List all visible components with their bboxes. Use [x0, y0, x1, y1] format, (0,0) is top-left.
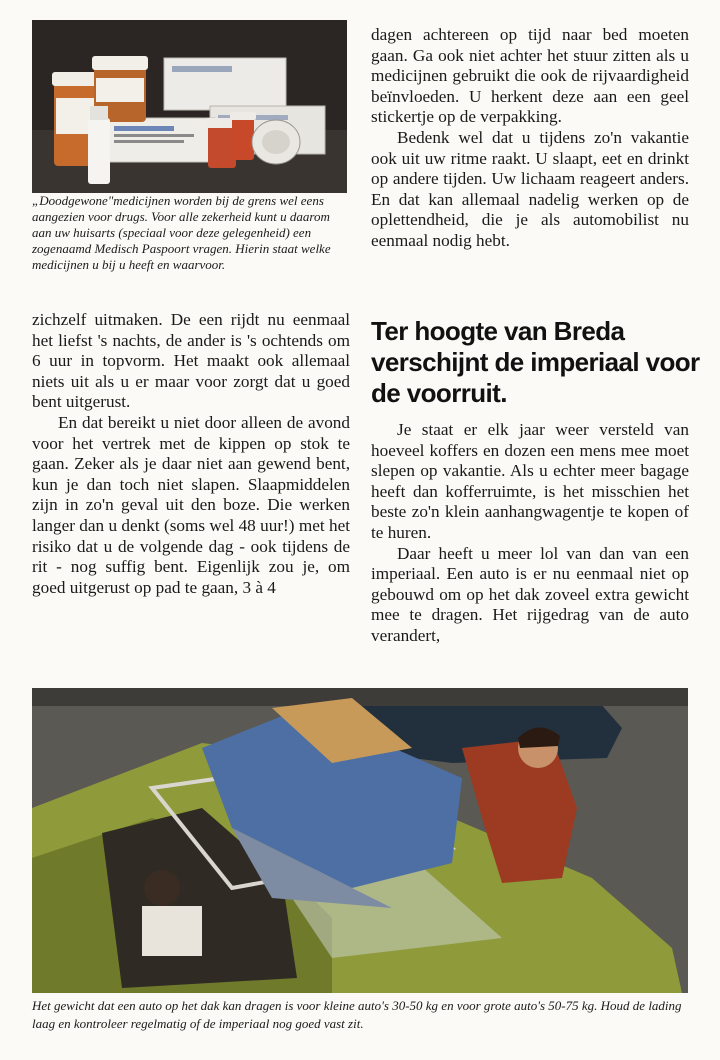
right-paragraph-2: Bedenk wel dat u tijdens zo'n vakantie ook uit uw ritme raakt. U slaapt, eet en drinkt op andere tijden. Uw lichaam reageert anders. En dat kan allemaal nadelig werken op de oplettendheid, die je als automobilist nu eenmaal nodig hebt. — [371, 127, 689, 250]
right-paragraph-1: dagen achtereen op tijd naar bed moeten gaan. Ga ook niet achter het stuur zitten als u medicijnen gebruikt die ook de rijvaardigheid beïnvloeden. U herkent deze aan een geel stickertje op de verpakking. — [371, 25, 689, 127]
right-column-bottom — [371, 420, 689, 647]
right-paragraph-4: Daar heeft u meer lol van dan van een imperiaal. Een auto is er nu eenmaal niet op gebouwd om op het dak zoveel extra gewicht mee te dragen. Het rijgedrag van de auto verandert, — [371, 543, 689, 645]
right-column-top — [371, 25, 689, 252]
section-headline: Ter hoogte van Breda verschijnt de imperiaal voor de voorruit. — [371, 316, 700, 408]
medicines-caption: „Doodgewone"medicijnen worden bij de grens wel eens aangezien voor drugs. Voor alle zekerheid kunt u daarom aan uw huisarts (speciaal voor deze gelegenheid) een zogenaamd Medisch Paspoort vragen. Hierin staat welke medicijnen u bij u heeft en waarvoor. — [32, 193, 331, 272]
left-column — [32, 310, 350, 598]
car-illustration — [32, 688, 688, 993]
left-paragraph-2: En dat bereikt u niet door alleen de avond voor het vertrek met de kippen op stok te gaan. Zeker als je daar niet aan gewend bent, kun je dan toch niet slapen. Slaapmiddelen zijn in zo'n geval uit den boze. Die werken langer dan u denkt (soms wel 48 uur!) met het risiko dat u de volgende dag - ook tijdens de rit - nog suffig bent. Eigenlijk zou je, om goed uitgerust op pad te gaan, 3 à 4 — [32, 412, 350, 597]
left-paragraph-1: zichzelf uitmaken. De een rijdt nu eenmaal het liefst 's nachts, de ander is 's ochtends om 6 uur in topvorm. Het maakt ook allemaal niets uit als u er maar voor zorgt dat u goed bent uitgerust. — [32, 310, 350, 412]
medicines-illustration — [32, 20, 347, 193]
medicines-photo — [32, 20, 347, 193]
right-paragraph-3: Je staat er elk jaar weer versteld van hoeveel koffers en dozen een mens mee moet slepen op vakantie. Als u echter meer bagage heeft dan kofferruimte, is het misschien het beste zo'n klein aanhangwagentje te kopen of te huren. — [371, 420, 689, 542]
car-roof-rack-photo — [32, 688, 688, 993]
car-caption: Het gewicht dat een auto op het dak kan dragen is voor kleine auto's 30-50 kg en voor grote auto's 50-75 kg. Houd de lading laag en kontroleer regelmatig of de imperiaal nog goed vast zit. — [32, 998, 682, 1031]
